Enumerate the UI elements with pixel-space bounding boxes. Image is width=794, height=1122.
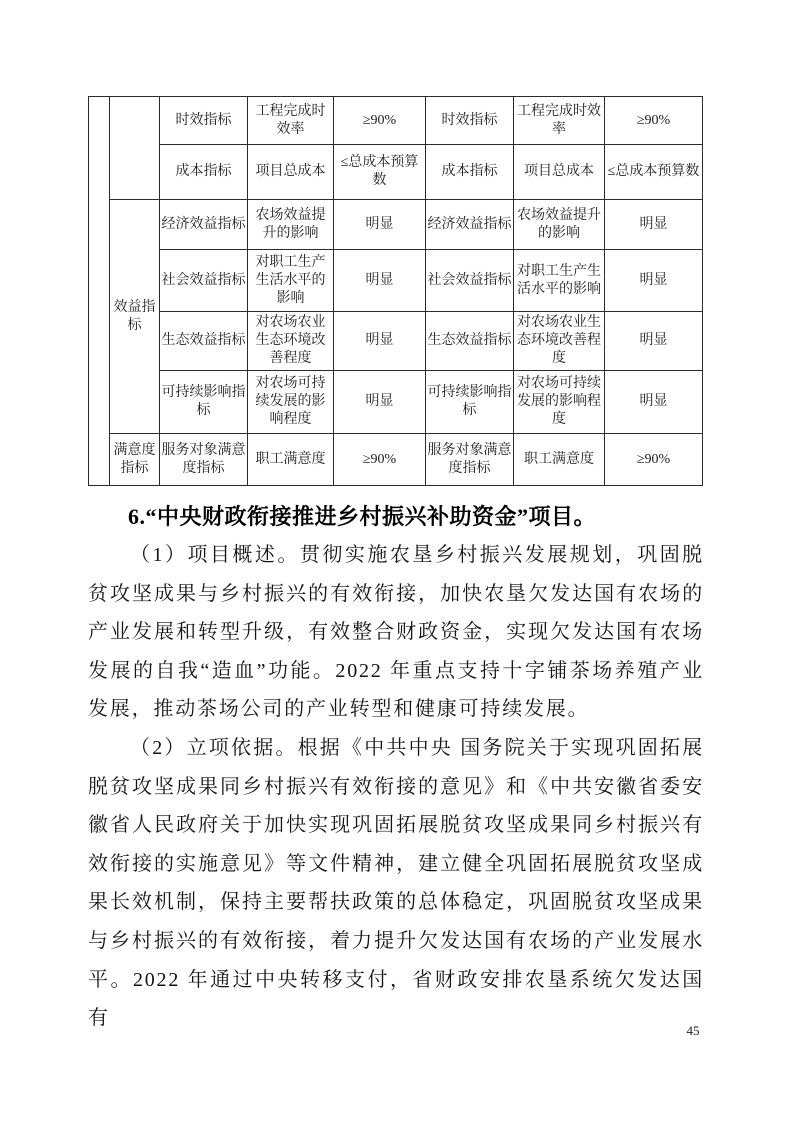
table-cell-value: 明显: [605, 371, 703, 434]
page-number: 45: [686, 1023, 700, 1038]
table-group-label-satisfaction: 满意度指标: [110, 434, 160, 486]
table-cell-detail: 项目总成本: [514, 145, 605, 200]
paragraph-project-overview: （1）项目概述。贯彻实施农垦乡村振兴发展规划，巩固脱贫攻坚成果与乡村振兴的有效衔接，加快农垦欠发达国有农场的产业发展和转型升级，有效整合财政资金，实现欠发达国有农场发展的自我“造血”功能。2022 年重点支持十字铺茶场养殖产业发展，推动茶场公司的产业转型和健康可持续发展。: [88, 544, 704, 721]
table-cell-indicator: 成本指标: [160, 145, 248, 200]
table-cell-indicator: 社会效益指标: [160, 250, 248, 312]
table-cell-detail: 项目总成本: [248, 145, 334, 200]
table-cell-value: 明显: [334, 371, 426, 434]
table-row: [89, 250, 703, 312]
table-group-label-empty: [110, 97, 160, 200]
table-cell-value: 明显: [605, 250, 703, 312]
table-cell-detail: 农场效益提升的影响: [514, 200, 605, 250]
table-cell-value: ≥90%: [605, 97, 703, 145]
table-cell-detail: 工程完成时效率: [248, 97, 334, 145]
table-cell-indicator: 经济效益指标: [426, 200, 514, 250]
table-group-label-benefit: 效益指标: [110, 200, 160, 434]
table-cell-detail: 职工满意度: [514, 434, 605, 486]
section-heading: 6.“中央财政衔接推进乡村振兴补助资金”项目。: [128, 504, 597, 529]
table-cell-value: ≥90%: [605, 434, 703, 486]
table-cell-value: 明显: [605, 312, 703, 371]
table-cell-indicator: 经济效益指标: [160, 200, 248, 250]
table-row: [89, 145, 703, 200]
table-row: [89, 97, 703, 145]
table-cell-detail: 农场效益提升的影响: [248, 200, 334, 250]
table-cell-value: 明显: [334, 312, 426, 371]
table-cell-value: ≥90%: [334, 434, 426, 486]
table-cell-indicator: 生态效益指标: [160, 312, 248, 371]
performance-indicator-table: [88, 96, 703, 486]
table-cell-indicator: 服务对象满意度指标: [426, 434, 514, 486]
table-row: [89, 434, 703, 486]
table-cell-indicator: 时效指标: [160, 97, 248, 145]
table-cell-indicator: 社会效益指标: [426, 250, 514, 312]
table-cell-value: ≤总成本预算数: [605, 145, 703, 200]
table-cell-value: ≥90%: [334, 97, 426, 145]
table-spacer-cell: [89, 97, 110, 486]
table-cell-detail: 对职工生产生活水平的影响: [514, 250, 605, 312]
table-row: [89, 371, 703, 434]
table-cell-indicator: 生态效益指标: [426, 312, 514, 371]
table-cell-value: 明显: [334, 200, 426, 250]
body-content: [88, 485, 704, 1038]
table-cell-value: 明显: [605, 200, 703, 250]
table-cell-detail: 对农场可持续发展的影响程度: [514, 371, 605, 434]
table-cell-indicator: 可持续影响指标: [160, 371, 248, 434]
table-row: [89, 200, 703, 250]
table-cell-indicator: 可持续影响指标: [426, 371, 514, 434]
table-cell-value: ≤总成本预算数: [334, 145, 426, 200]
table-cell-detail: 对农场农业生态环境改善程度: [514, 312, 605, 371]
table-cell-detail: 对职工生产生活水平的影响: [248, 250, 334, 312]
table-row: [89, 312, 703, 371]
table-cell-detail: 对农场农业生态环境改善程度: [248, 312, 334, 371]
paragraph-project-basis: （2）立项依据。根据《中共中央 国务院关于实现巩固拓展脱贫攻坚成果同乡村振兴有效衔接的意见》和《中共安徽省委安徽省人民政府关于加快实现巩固拓展脱贫攻坚成果同乡村振兴有效衔接的实施意见》等文件精神，建立健全巩固拓展脱贫攻坚成果长效机制，保持主要帮扶政策的总体稳定，巩固脱贫攻坚成果与乡村振兴的有效衔接，着力提升欠发达国有农场的产业发展水平。2022 年通过中央转移支付，省财政安排农垦系统欠发达国有: [88, 736, 704, 1030]
table-cell-detail: 职工满意度: [248, 434, 334, 486]
table-cell-indicator: 服务对象满意度指标: [160, 434, 248, 486]
table-cell-indicator: 时效指标: [426, 97, 514, 145]
table-cell-detail: 对农场可持续发展的影响程度: [248, 371, 334, 434]
table-cell-value: 明显: [334, 250, 426, 312]
table-cell-indicator: 成本指标: [426, 145, 514, 200]
table-cell-detail: 工程完成时效率: [514, 97, 605, 145]
